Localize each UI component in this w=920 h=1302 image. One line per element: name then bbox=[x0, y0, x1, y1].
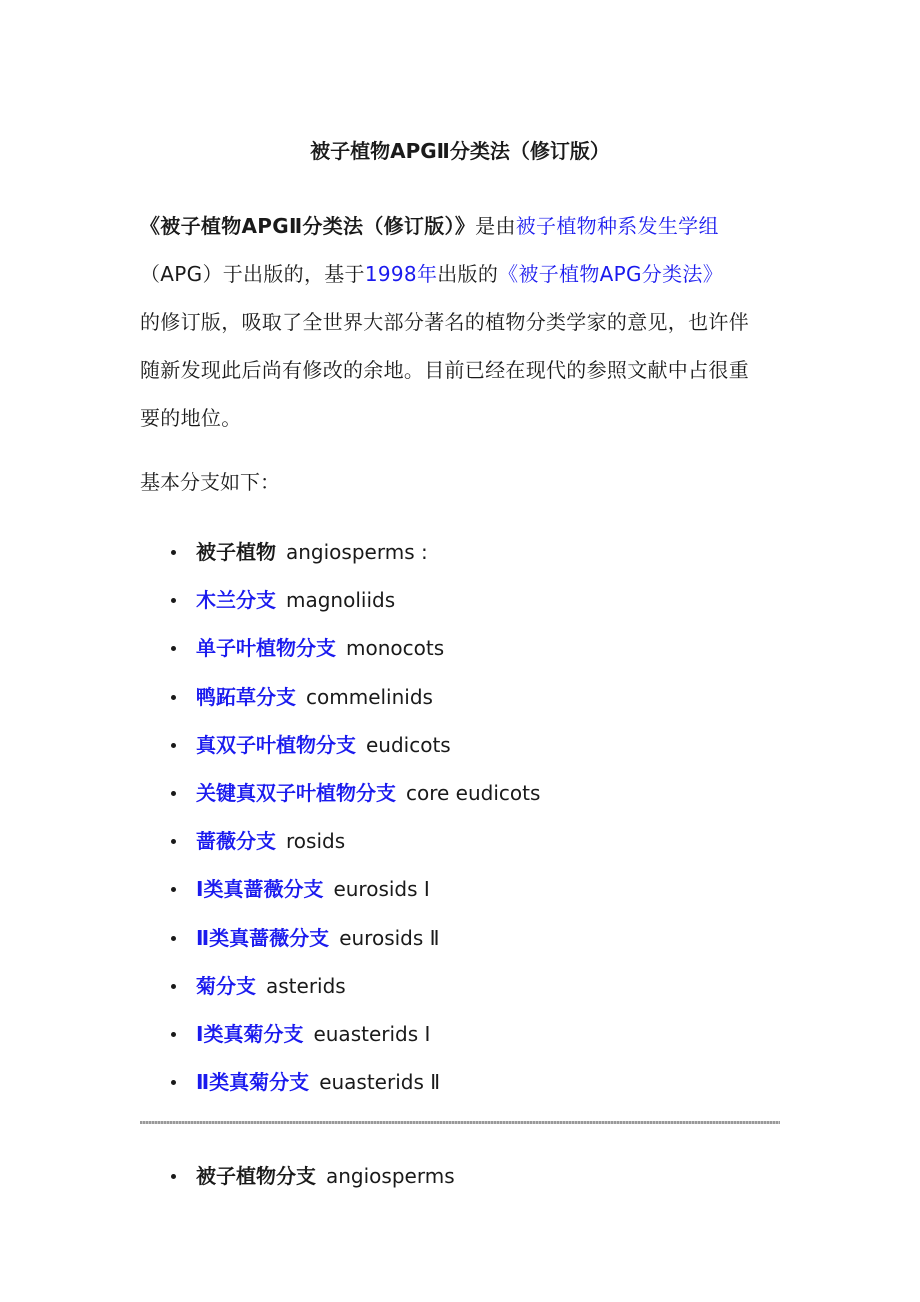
page-title: 被子植物APGⅡ分类法（修订版） bbox=[310, 139, 610, 163]
para-line-2 bbox=[140, 250, 790, 298]
clade-latin-name: angiosperms bbox=[326, 1164, 455, 1188]
clade-item bbox=[160, 920, 540, 968]
clade-item bbox=[160, 968, 540, 1016]
year-1998-link[interactable]: 1998年 bbox=[364, 262, 438, 286]
branches-intro: 基本分支如下： bbox=[140, 470, 280, 494]
clade-latin-name: euasterids Ⅰ bbox=[313, 1021, 431, 1046]
bullet-icon bbox=[171, 1032, 176, 1037]
bullet-icon bbox=[171, 984, 176, 989]
para-line-1 bbox=[140, 202, 790, 250]
clade-latin-name: core eudicots bbox=[406, 780, 541, 805]
clade-link[interactable]: 蔷薇分支 bbox=[196, 829, 276, 854]
clade-item bbox=[160, 871, 540, 919]
clade-link[interactable]: 木兰分支 bbox=[196, 588, 276, 613]
para-line-3: 的修订版，吸取了全世界大部分著名的植物分类学家的意见，也许伴 bbox=[140, 310, 749, 334]
bullet-icon bbox=[171, 743, 176, 748]
clade-list-2 bbox=[160, 1158, 455, 1206]
bullet-icon bbox=[171, 1080, 176, 1085]
para-line-5: 要的地位。 bbox=[140, 406, 242, 430]
clade-item bbox=[160, 1064, 540, 1112]
apg-group-link[interactable]: 被子植物种系发生学组 bbox=[515, 214, 719, 238]
para-text: 是由 bbox=[475, 214, 516, 238]
para-text: （APG）于出版的，基于 bbox=[140, 262, 365, 286]
bullet-icon bbox=[171, 646, 176, 651]
clade-item bbox=[160, 775, 540, 823]
book-title: 《被子植物APGⅡ分类法（修订版）》 bbox=[140, 214, 476, 238]
clade-latin-name: angiosperms : bbox=[286, 540, 428, 564]
clade-item bbox=[160, 679, 540, 727]
apg-system-link[interactable]: 《被子植物APG分类法》 bbox=[498, 262, 723, 286]
clade-latin-name: monocots bbox=[346, 636, 445, 661]
clade-item bbox=[160, 1158, 455, 1206]
clade-latin-name: eurosids Ⅰ bbox=[333, 877, 430, 902]
clade-link[interactable]: 鸭跖草分支 bbox=[196, 684, 296, 709]
clade-latin-name: eudicots bbox=[366, 732, 451, 757]
bullet-icon bbox=[171, 887, 176, 892]
clade-latin-name: asterids bbox=[266, 973, 346, 998]
clade-latin-name: magnoliids bbox=[286, 588, 396, 613]
bullet-icon bbox=[171, 550, 176, 555]
clade-name: 被子植物 bbox=[196, 540, 276, 564]
clade-link[interactable]: 单子叶植物分支 bbox=[196, 636, 336, 661]
clade-latin-name: rosids bbox=[286, 829, 346, 854]
clade-link[interactable]: Ⅰ类真蔷薇分支 bbox=[196, 877, 324, 902]
clade-item bbox=[160, 534, 540, 582]
intro-paragraph bbox=[140, 202, 790, 442]
horizontal-rule bbox=[140, 1121, 780, 1124]
clade-item bbox=[160, 727, 540, 775]
bullet-icon bbox=[171, 936, 176, 941]
clade-name: 被子植物分支 bbox=[196, 1164, 316, 1188]
bullet-icon bbox=[171, 791, 176, 796]
clade-link[interactable]: 关键真双子叶植物分支 bbox=[196, 780, 396, 805]
bullet-icon bbox=[171, 1174, 176, 1179]
clade-item bbox=[160, 630, 540, 678]
clade-link[interactable]: Ⅱ类真菊分支 bbox=[196, 1070, 310, 1095]
clade-link[interactable]: Ⅰ类真菊分支 bbox=[196, 1021, 304, 1046]
para-text: 出版的 bbox=[437, 262, 499, 286]
bullet-icon bbox=[171, 695, 176, 700]
clade-item bbox=[160, 582, 540, 630]
clade-item bbox=[160, 1016, 540, 1064]
clade-latin-name: commelinids bbox=[306, 684, 433, 709]
clade-link[interactable]: Ⅱ类真蔷薇分支 bbox=[196, 925, 330, 950]
clade-list bbox=[160, 534, 540, 1112]
bullet-icon bbox=[171, 598, 176, 603]
clade-latin-name: eurosids Ⅱ bbox=[339, 925, 440, 950]
clade-item bbox=[160, 823, 540, 871]
para-line-4: 随新发现此后尚有修改的余地。目前已经在现代的参照文献中占很重 bbox=[140, 358, 749, 382]
bullet-icon bbox=[171, 839, 176, 844]
clade-latin-name: euasterids Ⅱ bbox=[319, 1070, 441, 1095]
clade-link[interactable]: 真双子叶植物分支 bbox=[196, 732, 356, 757]
clade-link[interactable]: 菊分支 bbox=[196, 973, 256, 998]
